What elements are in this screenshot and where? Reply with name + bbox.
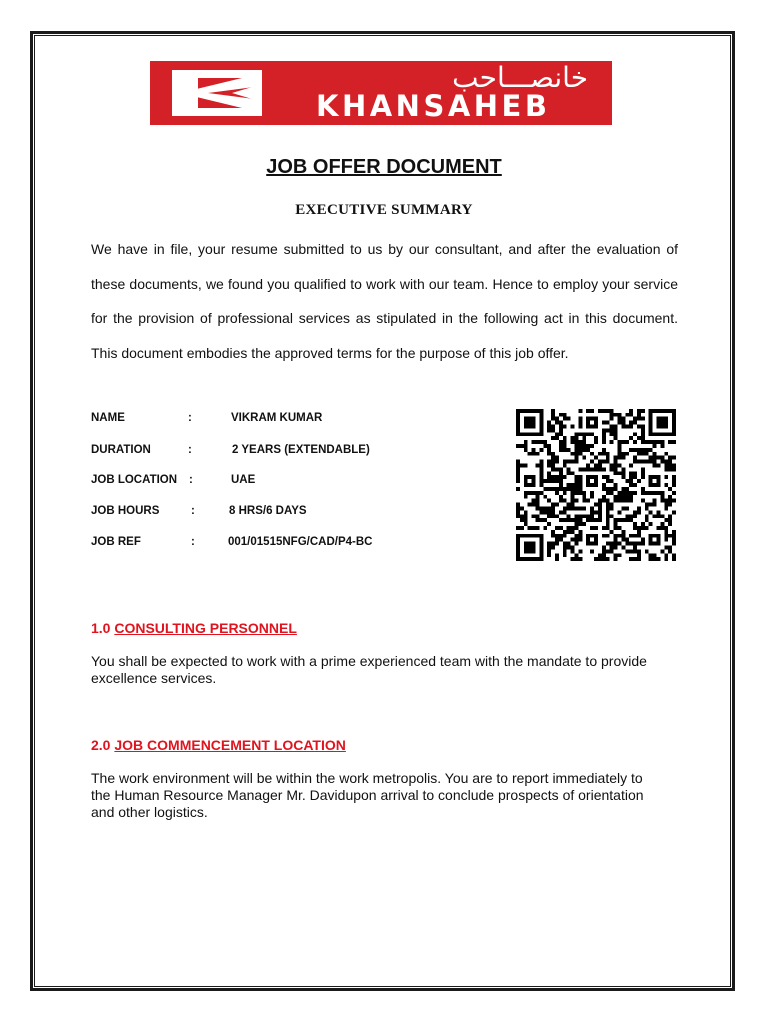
detail-value: 001/01515NFG/CAD/P4-BC bbox=[228, 536, 373, 548]
section-title: JOB COMMENCEMENT LOCATION bbox=[114, 737, 346, 753]
section-heading-1 bbox=[91, 620, 297, 636]
section-body-1: You shall be expected to work with a prime experienced team with the mandate to provide excellence services. bbox=[91, 653, 647, 686]
document-subtitle: EXECUTIVE SUMMARY bbox=[295, 202, 473, 218]
document-title: JOB OFFER DOCUMENT bbox=[266, 156, 502, 178]
detail-value: 8 HRS/6 DAYS bbox=[229, 505, 307, 517]
section-title: CONSULTING PERSONNEL bbox=[114, 620, 297, 636]
section-number: 2.0 bbox=[91, 737, 111, 753]
section-heading-2 bbox=[91, 737, 346, 753]
detail-value: UAE bbox=[231, 474, 256, 486]
logo-arabic-text: خانصـــاحب bbox=[452, 61, 588, 94]
detail-separator: : bbox=[191, 505, 195, 517]
summary-paragraph: We have in file, your resume submitted to us by our consultant, and after the evaluation of these documents, we found you qualified to work with our team. Hence to employ your service for the provision of professional services as stipulated in the following act in this document. This document embodies the approved terms for the purpose of this job offer. bbox=[91, 241, 678, 361]
detail-separator: : bbox=[191, 536, 195, 548]
detail-value: 2 YEARS (EXTENDABLE) bbox=[232, 444, 370, 456]
company-logo bbox=[150, 61, 612, 125]
logo-mark-icon bbox=[172, 70, 262, 116]
section-number: 1.0 bbox=[91, 620, 111, 636]
detail-label: JOB REF bbox=[91, 536, 141, 548]
detail-separator: : bbox=[188, 412, 192, 424]
section-body-2: The work environment will be within the work metropolis. You are to report immediately to the Human Resource Manager Mr. Davidupon arrival to conclude prospects of orientation and other logistics. bbox=[91, 770, 644, 820]
detail-separator: : bbox=[189, 474, 193, 486]
detail-label: JOB HOURS bbox=[91, 505, 160, 517]
detail-label: JOB LOCATION bbox=[91, 474, 178, 486]
detail-label: NAME bbox=[91, 412, 125, 424]
detail-label: DURATION bbox=[91, 444, 151, 456]
detail-value: VIKRAM KUMAR bbox=[231, 412, 323, 424]
qr-code-icon bbox=[516, 408, 676, 562]
detail-separator: : bbox=[188, 444, 192, 456]
logo-latin-text: KHANSAHEB bbox=[316, 89, 551, 123]
